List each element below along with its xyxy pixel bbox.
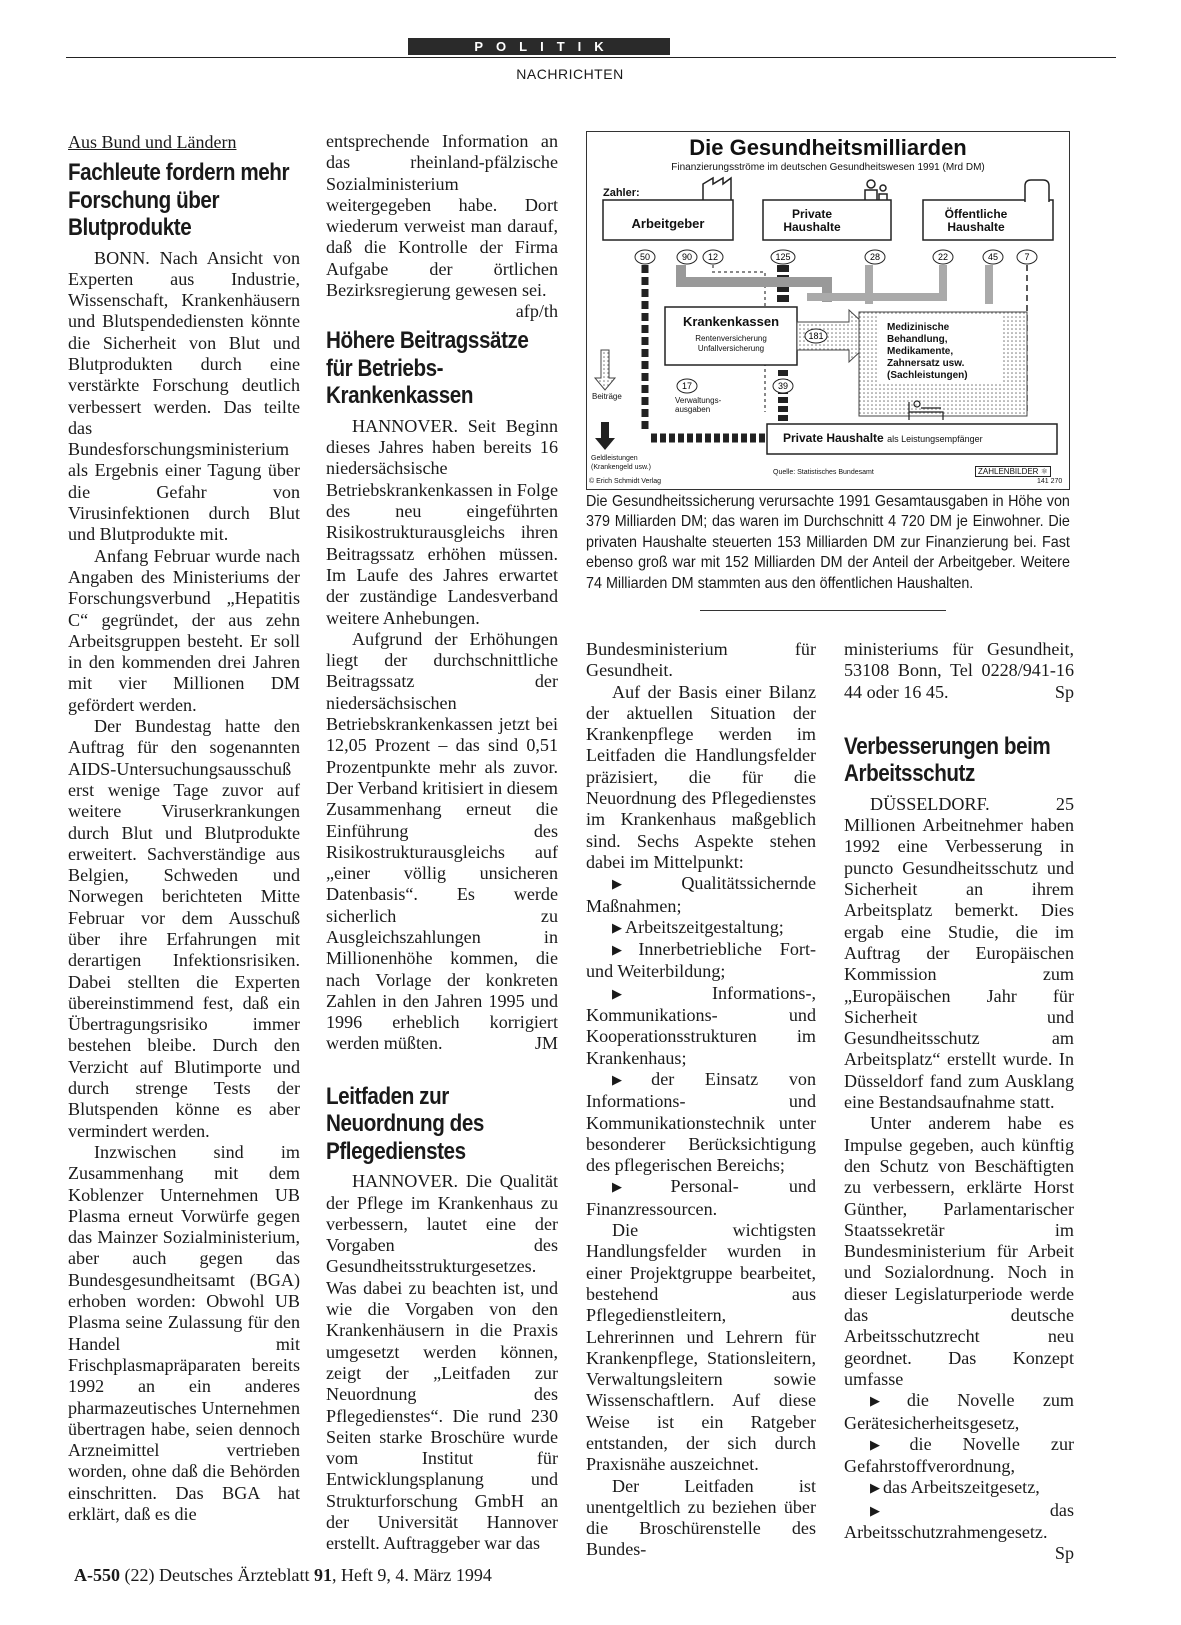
value-employer-recipients [703,250,723,264]
brand-label [975,466,1051,477]
paragraph: Inzwischen sind im Zusammenhang mit dem Koblenzer Unternehmen UB Plasma erneut Vorwürfe gegen das Mainzer Sozialministerium, aber auch gegen das Bundesgesundheitsamt (BGA) erhoben worden: Obwohl UB Plasma seine Zulassung für den Handel mit Frischplasmapräparaten bereits 1992 an ein anderes pharmazeutisches Unternehmen übertragen habe, seien dennoch Arzneimittel vertrieben worden, ohne daß die Behörden einschritten. Das BGA hat erklärt, daß es die [68,1141,300,1525]
journal-volume: 91 [313,1565,332,1585]
value-private-funds [771,250,795,264]
value-employer-funds [635,250,655,264]
flow-value-text: 17 [681,381,693,391]
page-sub-number: (22) [124,1565,155,1585]
employers-label: Arbeitgeber [631,216,705,231]
bullet-item: ▶ Personal- und Finanzressourcen. [586,1176,816,1220]
header-rule [66,57,1116,58]
journal-name: Deutsches Ärzteblatt [159,1565,310,1585]
family-icon [865,180,887,200]
column-4 [844,639,1074,1565]
flow-value-text: 90 [681,252,693,262]
column-2 [326,131,558,1555]
funds-label: Krankenkassen [682,314,780,329]
contributions-label: Beiträge [592,392,622,401]
infographic-title: Die Gesundheitsmilliarden [689,135,967,160]
private-label: Private Haushalte [783,207,841,234]
paragraph: Der Bundestag hatte den Auftrag für den sogenannten AIDS-Untersuchungsausschuß erst wenige Tage zuvor auf weitere Viruserkrankungen durch Blut und Blutprodukte erweitert. Sachverständige aus Belgien, Schweden und Norwegen berichteten Mitte Februar vor dem Ausschuß über ihre Erfahrungen mit derartigen Infektionsrisiken. Dabei stellten die Experten übereinstimmend fest, daß ein Übertragungsrisiko immer bestehen bleibe. Durch den Verzicht auf Blutimporte und durch strenge Tests der Blutspenden könne es aber vermindert werden. [68,716,300,1141]
page-number: A-550 [74,1565,120,1585]
headline-nursing-guide: Leitfaden zur Neuordnung des Pflegedienstes [326,1082,484,1165]
paragraph [326,629,558,1055]
paragraph: BONN. Nach Ansicht von Experten aus Industrie, Wissenschaft, Krankenhäusern und Blutspendediensten könnte die Sicherheit von Blut und Blutprodukten durch eine verstärkte Forschung deutlich verbessert werden. Das teilte das Bundesforschungsministerium als Ergebnis einer Tagung über die Gefahr von Virusinfektionen durch Blut und Blutprodukte mit. [68,247,300,545]
money-bag-icon [1025,180,1049,202]
flow-value-text: 125 [775,252,791,262]
continuation-text: Bundesministerium für Gesundheit. [586,639,816,681]
infographic [586,131,1070,490]
journal-issue: , Heft 9, 4. März 1994 [331,1565,492,1585]
bullet-item: ▶ das Arbeitszeitgesetz, [844,1477,1074,1499]
flow-value-text: 45 [987,252,999,262]
flow-value-text: 7 [1024,252,1030,262]
bullet-item: ▶ die Novelle zum Gerätesicherheitsgesetz, [844,1390,1074,1434]
recipients-label-bold: Private Haushalte [783,431,884,445]
flow-value-text: 39 [777,381,789,391]
flow-value-text: 28 [869,252,881,262]
code-label: 141 270 [1037,478,1063,485]
public-label: Öffentliche Haushalte [944,207,1008,234]
paragraph [326,131,558,322]
continuation-text: entsprechende Information an das rheinland-pfälzische Sozialministerium weitergegeben habe. Dort wiederum verweist man darauf, daß die Kontrolle der Firma Aufgabe der örtlichen Bezirksregierung gewesen sei. [326,131,558,301]
flow-value-text: 181 [808,331,824,341]
paragraph: Auf der Basis einer Bilanz der aktuellen Situation der Krankenpflege werden im Leitfaden die Handlungsfelder präzisiert, die für die Neuordnung des Pflegedienstes im Krankenhaus maßgeblich sind. Sechs Aspekte stehen dabei im Mittelpunkt: [586,681,816,872]
source-label: Quelle: Statistisches Bundesamt [773,469,874,476]
contributions-arrow [595,350,615,390]
flow-value-text: 12 [707,252,719,262]
value-public-funds [933,250,953,264]
bullet-item: ▶ Innerbetriebliche Fort- und Weiterbildung; [586,939,816,983]
brand-text: ZAHLENBILDER [978,467,1039,476]
admin-label: Verwaltungs-ausgaben [675,396,722,414]
bullet-item: ▶ Informations-, Kommunikations- und Kooperationsstrukturen im Krankenhaus; [586,983,816,1069]
paragraph-text: Aufgrund der Erhöhungen liegt der durchschnittliche Beitragssatz der niedersächsischen Betriebskrankenkassen jetzt bei 12,05 Prozent – das sind 0,51 Prozentpunkte mehr als zuvor. Der Verband kritisiert in diesem Zusammenhang erneut die Einführung des Risikostrukturausgleichs auf „einer völlig unsicheren Datenbasis“. Es werde sicherlich zu Ausgleichszahlungen in Millionenhöhe kommen, die nach Vorlage der konkreten Zahlen in den Jahren 1995 und 1996 erheblich korrigiert werden müßten. [326,628,558,1054]
headline-occupational-safety: Verbesserungen beim Arbeitsschutz [844,732,1051,788]
kicker: Aus Bund und Ländern [68,132,237,152]
brand-logo-icon: ⚛ [1040,467,1048,476]
medical-label: Medizinische Behandlung, Medikamente, Zahnersatz usw. (Sachleistungen) [887,322,968,381]
paragraph [844,639,1074,703]
value-public-medical [983,250,1003,264]
cash-benefits-arrow [595,422,615,450]
infographic-caption: Die Gesundheitssicherung verursachte 1991 Gesamtausgaben in Höhe von 379 Milliarden DM; das waren im Durchschnitt 4 720 DM je Einwohner. Die privaten Haushalte steuerten 153 Milliarden DM zur Finanzierung bei. Fast ebenso groß war mit 152 Milliarden DM der Anteil der Arbeitgeber. Weitere 74 Milliarden DM stammten aus den öffentlichen Haushalten. [586,493,1070,592]
bullet-item: ▶ Arbeitszeitgestaltung; [586,917,816,939]
paragraph: Die wichtigsten Handlungsfelder wurden in einer Projektgruppe bearbeitet, bestehend aus Pflegedienstleitern, Lehrerinnen und Lehrern für Krankenpflege, Stationsleitern, Verwaltungsleitern sowie Wissenschaftlern. Auf diese Weise ist ein Ratgeber entstanden, der sich durch Praxisnähe auszeichnet. [586,1220,816,1475]
bullet-text: das Arbeitsschutzrahmengesetz. [844,1499,1074,1542]
headline-blood-products: Fachleute fordern mehr Forschung über Blutprodukte [68,159,290,241]
value-employer-medical [677,250,697,264]
bullet-item: ▶ der Einsatz von Informations- und Kommunikationstechnik unter besonderer Berücksichtigung des pflegerischen Bereichs; [586,1069,816,1176]
signature: afp/th [515,301,558,322]
column-3 [586,639,816,1561]
funds-sub-label: Rentenversicherung Unfallversicherung [695,334,767,353]
recipients-label [783,431,983,445]
value-private-medical [865,250,885,264]
cash-benefits-label: Geldleistungen (Krankengeld usw.) [591,455,651,471]
signature: Sp [1054,681,1074,702]
recipients-suffix: als Leistungsempfänger [887,434,983,444]
factory-icon [703,178,731,200]
paragraph: HANNOVER. Seit Beginn dieses Jahres haben bereits 16 niedersächsische Betriebskrankenkassen in Folge des neu eingeführten Risikostrukturausgleichs ihren Beitragssatz erhöhen müssen. Im Laufe des Jahres erwartet der zuständige Landesverband weitere Anhebungen. [326,415,558,628]
flow-employer-medical [681,265,827,302]
paragraph: Anfang Februar wurde nach Angaben des Ministeriums der Forschungsverbund „Hepatitis C“ gegründet, der aus zehn Arbeitsgruppen besteht. Er soll in den kommenden drei Jahren mit vier Millionen DM gefördert werden. [68,545,300,715]
infographic-subtitle: Finanzierungsströme im deutschen Gesundheitswesen 1991 (Mrd DM) [671,162,985,173]
bullet-item: ▶ Qualitätssichernde Maßnahmen; [586,873,816,917]
paragraph: Der Leitfaden ist unentgeltlich zu beziehen über die Broschürenstelle des Bundes- [586,1475,816,1560]
continuation-text: ministeriums für Gesundheit, 53108 Bonn, Tel 0228/941-16 44 oder 16 45. [844,639,1074,702]
publisher-label: © Erich Schmidt Verlag [589,478,662,485]
paragraph: HANNOVER. Die Qualität der Pflege im Krankenhaus zu verbessern, lautet eine der Vorgaben des Gesundheitsstrukturgesetzes. Was dabei zu beachten ist, und wie die Vorgaben von den Krankenhäusern in die Praxis umgesetzt werden können, zeigt der „Leitfaden zur Neuordnung des Pflegedienstes“. Die rund 230 Seiten starke Broschüre wurde vom Institut für Entwicklungsplanung und Strukturforschung GmbH an der Universität Hannover erstellt. Auftraggeber war das [326,1171,558,1554]
signature: JM [534,1033,558,1054]
bullet-item: ▶ die Novelle zur Gefahrstoffverordnung, [844,1434,1074,1478]
paragraph: DÜSSELDORF. 25 Millionen Arbeitnehmer haben 1992 eine Verbesserung in puncto Gesundheitsschutz und Sicherheit an ihrem Arbeitsplatz bemerkt. Dies ergab eine Studie, die im Auftrag der Europäischen Kommission zum „Europäischen Jahr für Sicherheit und Gesundheitsschutz am Arbeitsplatz“ erstellt wurde. In Düsseldorf fand zum Ausklang eine Bestandsaufnahme statt. [844,793,1074,1113]
column-1 [68,131,300,1525]
value-public-recipients [1017,250,1037,264]
paragraph: Unter anderem habe es Impulse gegeben, auch künftig den Schutz von Beschäftigten zu verbessern, erklärte Horst Günther, Parlamentarischer Staatssekretär im Bundesministerium für Arbeit und Sozialordnung. Noch in dieser Legislaturperiode werde das deutsche Arbeitsschutzrecht neu geordnet. Das Konzept umfasse [844,1113,1074,1389]
signature: Sp [1054,1543,1074,1564]
flow-value-text: 22 [937,252,949,262]
flow-value-text: 50 [639,252,651,262]
section-banner: POLITIK [408,38,670,55]
bullet-item [844,1499,1074,1564]
flow-to-medical [807,265,989,304]
page-footer [74,1565,492,1586]
caption-rule [700,610,946,611]
flow-values [635,250,1037,264]
headline-contribution-rates: Höhere Beitragssätze für Betriebs-Krankenkassen [326,327,529,410]
payers-label: Zahler: [603,187,640,199]
subsection-label: NACHRICHTEN [516,66,624,82]
